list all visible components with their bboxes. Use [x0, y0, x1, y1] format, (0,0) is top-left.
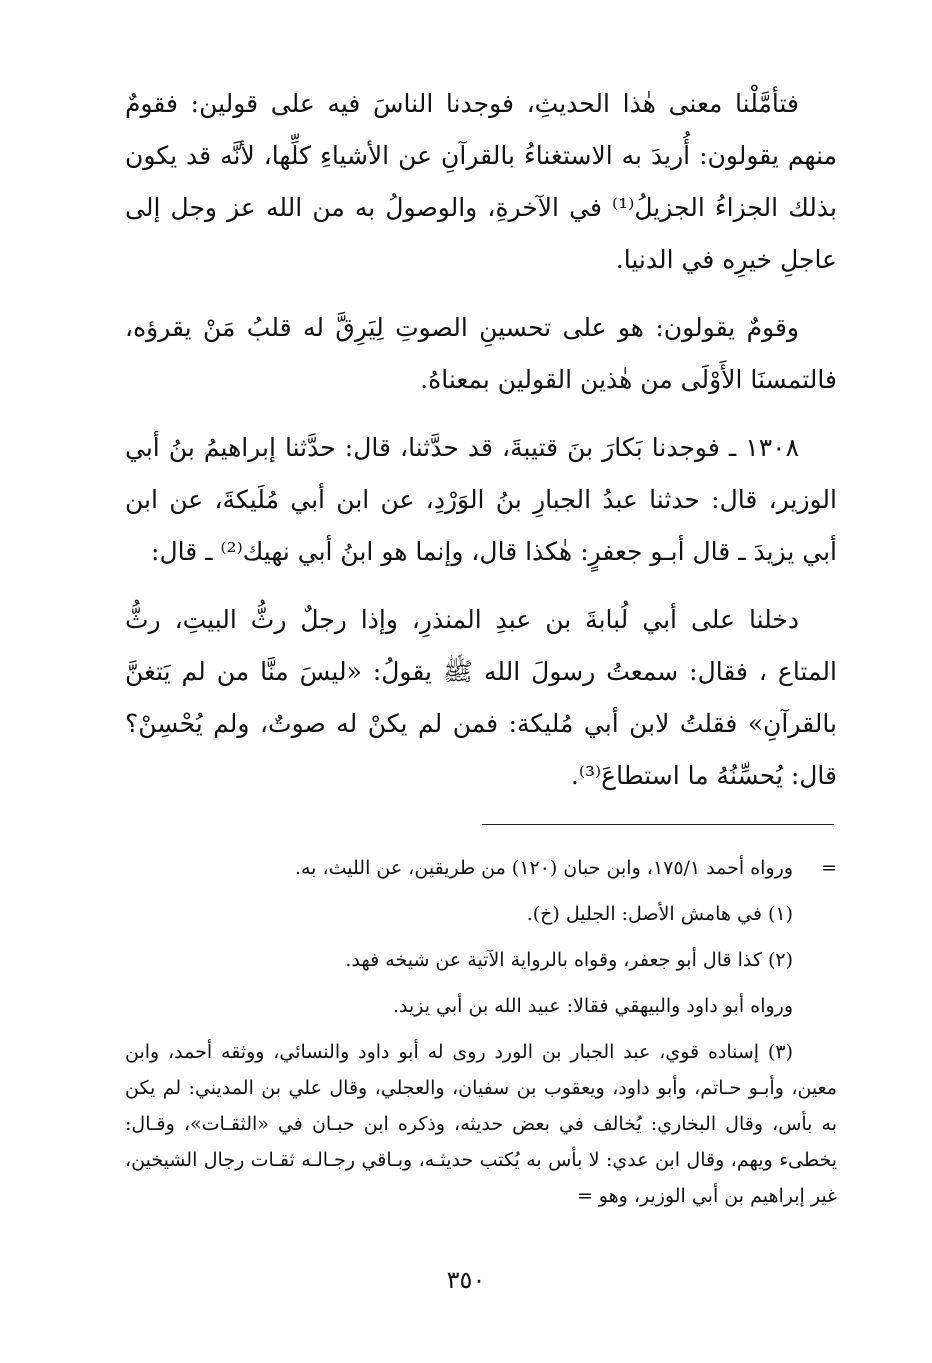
footnote-2-continued: ورواه أبو داود والبيهقي فقالا: عبيد الله بن أبي يزيد.	[392, 995, 793, 1017]
paragraph-hadith-1308-matn: دخلنا على أبي لُبابةَ بن عبدِ المنذرِ، وإذا رجلٌ رثُّ البيتِ، رثُّ المتاع ، فقال: سمعتُ رسولَ الله ﷺ يقولُ: «ليسَ منَّا من لم يَتغنَّ بالقرآنِ» فقلتُ لابن أبي مُليكة: فمن لم يكنْ له صوتٌ، ولم يُحْسِنْ؟ قال: يُحسِّنُهُ ما استطاعَ⁽³⁾.	[125, 605, 837, 790]
footnote-1: (١) في هامش الأصل: الجليل (خ).	[526, 903, 793, 925]
footnotes	[125, 850, 837, 1224]
footnote-divider	[482, 824, 834, 825]
footnote-3: (٣) إسناده قوي، عبد الجبار بن الورد روى له أبو داود والنسائي، ووثقه أحمد، وابن معين، وأبـو حـاتم، وأبو داود، ويعقوب بن سفيان، والعجلي، وقال علي بن المديني: لم يكن به بأس، وقال البخاري: يُخالف في بعض حديثه، وذكره ابن حبـان في «الثقـات»، وقـال: يخطىء ويهم، وقال ابن عدي: لا بأس به يُكتب حديثـه، وبـاقي رجـالـه ثقـات رجال الشيخين، غير إبراهيم بن أبي الوزير، وهو =	[125, 1041, 837, 1207]
footnote-2: (٢) كذا قال أبو جعفر، وقواه بالرواية الآتية عن شيخه فهد.	[345, 949, 793, 971]
continuation-mark: =	[821, 857, 837, 879]
paragraph-second-opinion: وقومٌ يقولون: هو على تحسينِ الصوتِ لِيَرِقَّ له قلبُ مَنْ يقرؤه، فالتمسنَا الأَوْلَى من هٰذين القولين بمعناهُ.	[125, 313, 837, 394]
paragraph-interpretation: فتأمَّلْنا معنى هٰذا الحديثِ، فوجدنا الناسَ فيه على قولين: فقومٌ منهم يقولون: أُريدَ به الاستغناءُ بالقرآنِ عن الأشياءِ كلِّها، لأنَّه قد يكون بذلك الجزاءُ الجزيلُ⁽¹⁾ في الآخرةِ، والوصولُ به من الله عز وجل إلى عاجلِ خيرِه في الدنيا.	[125, 89, 837, 274]
continuation-text: ورواه أحمد ١٧٥/١، وابن حبان (١٢٠) من طريقين، عن الليث، به.	[294, 857, 793, 879]
paragraph-hadith-1308-isnad: ١٣٠٨ ـ فوجدنا بَكارَ بنَ قتيبةَ، قد حدَّثنا، قال: حدَّثنا إبراهيمُ بنُ أبي الوزير، قال: حدثنا عبدُ الجبارِ بنُ الوَرْدِ، عن ابن أبي مُلَيكةَ، عن ابن أبي يزيدَ ـ قال أبـو جعفرٍ: هٰكذا قال، وإنما هو ابنُ أبي نهيك⁽²⁾ ـ قال:	[125, 433, 837, 566]
footnote-continuation	[125, 850, 837, 886]
main-text	[125, 78, 837, 818]
page-number: ٣٥٠	[446, 1266, 486, 1294]
